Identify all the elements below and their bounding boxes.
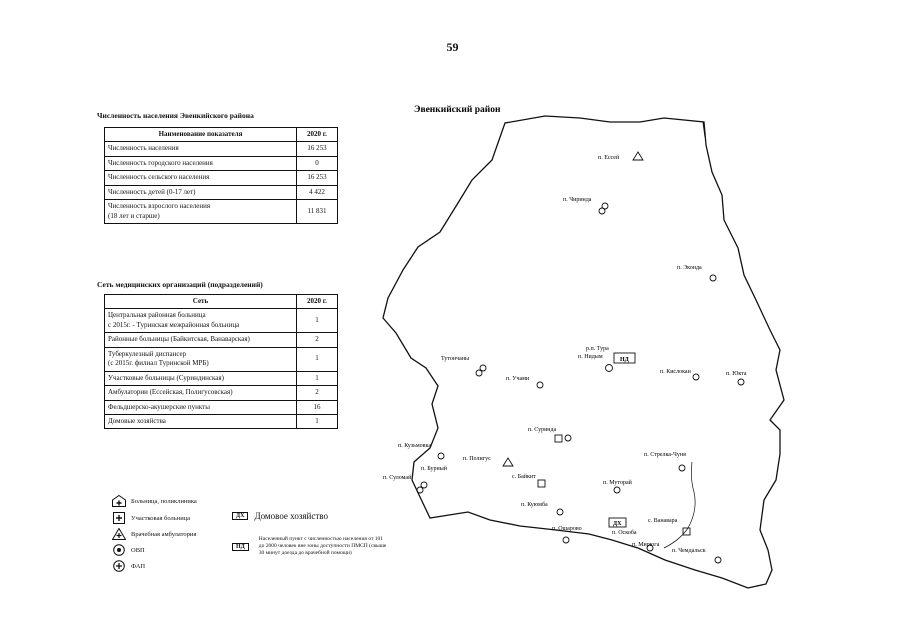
ovp-icon: [565, 435, 571, 441]
row-label-line2: (18 лет и старше): [108, 211, 160, 220]
hospital-icon: [606, 365, 613, 372]
settlement-label: с. Ванавара: [648, 518, 678, 524]
settlement-label: п. Оскоба: [612, 530, 637, 536]
row-label: Фельдшерско-акушерские пункты: [105, 400, 297, 414]
row-label: Численность населения: [105, 142, 297, 156]
row-label: Численность детей (0-17 лет): [105, 185, 297, 199]
settlement-label: п. Кузьмовка: [398, 443, 431, 449]
row-label: Домовые хозяйства: [105, 414, 297, 428]
ambulatory-icon: [503, 458, 513, 466]
settlement-label: п. Юкта: [726, 371, 747, 377]
row-label-line2: (с 2015г. филиал Туринской МРБ): [108, 359, 209, 368]
fap-icon: [557, 509, 563, 515]
ambulatory-icon: [633, 152, 643, 160]
row-value: 1: [297, 371, 338, 385]
medical-title: Сеть медицинских организаций (подразделений): [97, 280, 263, 289]
settlement-labels: [383, 154, 747, 554]
settlement-label: п. Куюмба: [521, 502, 548, 508]
legend-district-hospital-label: Участковая больница: [131, 514, 191, 522]
header-year: 2020 г.: [297, 128, 338, 142]
row-value: 16: [297, 400, 338, 414]
fap-icon: [480, 365, 486, 371]
row-label-line1: Численность взрослого населения: [108, 202, 211, 211]
settlement-label: п. Учами: [506, 376, 530, 382]
fap-icon: [693, 374, 699, 380]
fap-icon: [614, 487, 620, 493]
row-label-line1: Центральная районная больница: [108, 311, 206, 320]
row-value: 2: [297, 333, 338, 347]
hospital-icon: [538, 480, 545, 487]
district-hospital-icon: [555, 435, 562, 442]
legend-dh-label: Домовое хозяйство: [254, 511, 328, 521]
row-label-line1: Туберкулезный диспансер: [108, 349, 187, 358]
nd-marker-label: НД: [620, 357, 629, 363]
row-label: Численность городского населения: [105, 156, 297, 170]
row-value: 4 422: [297, 185, 338, 199]
settlement-label: п. Суринда: [528, 427, 557, 433]
settlement-label: п. Чиринда: [563, 197, 592, 203]
district-boundary: [383, 116, 784, 588]
river: [664, 462, 695, 548]
header-year: 2020 г.: [297, 295, 338, 309]
fap-icon: [421, 482, 427, 488]
settlement-label: п. Суломай: [383, 475, 412, 481]
fap-icon: [679, 465, 685, 471]
row-label: Численность сельского населения: [105, 171, 297, 185]
settlement-label: с. Байкит: [512, 474, 536, 480]
nd-marker-icon: НД: [232, 543, 249, 551]
dh-marker-label: ДХ: [613, 521, 622, 527]
legend-nd-label: Населенный пункт с численностью населения от 101 до 2000 человек вне зоны доступности ПМСП (свыше 30 минут доезда до врачебной помощи): [258, 536, 387, 557]
header-name: Сеть: [105, 295, 297, 309]
fap-icon: [710, 275, 716, 281]
settlement-label: Тутончаны: [441, 356, 470, 362]
row-label: Районные больницы (Байкитская, Ванаварская): [105, 333, 297, 347]
settlement-label: п. Ошарово: [552, 526, 582, 532]
settlement-label: п. Эконда: [677, 265, 702, 271]
row-label-line2: с 2015г. - Туринская межрайонная больница: [108, 320, 240, 329]
legend-fap-label: ФАП: [131, 562, 146, 570]
fap-icon: [537, 382, 543, 388]
settlement-label: п. Стрелка-Чуня: [644, 452, 686, 458]
row-value: 1: [297, 414, 338, 428]
legend-ambulatory-label: Врачебная амбулатория: [131, 530, 197, 538]
fap-icon: [438, 453, 444, 459]
row-label: Участковые больницы (Суриндинская): [105, 371, 297, 385]
settlement-label: п. Кислокан: [660, 369, 691, 375]
fap-icon: [476, 370, 482, 376]
row-value: 1: [297, 347, 338, 371]
page-number: 59: [446, 40, 459, 54]
row-value: 11 831: [297, 200, 338, 224]
row-value: 16 253: [297, 171, 338, 185]
settlement-label: п. Чемдальск: [672, 548, 706, 554]
settlement-label: р.п. Тура: [586, 346, 609, 352]
legend-ovp-label: ОВП: [131, 546, 145, 554]
settlement-label: п. Нидым: [578, 354, 603, 360]
dh-marker-icon: ДХ: [232, 512, 248, 520]
fap-icon: [563, 537, 569, 543]
settlement-label: п. Полигус: [463, 456, 491, 462]
fap-icon: [602, 203, 608, 209]
row-value: 0: [297, 156, 338, 170]
row-label: Амбулатории (Ессейская, Полигусовская): [105, 386, 297, 400]
settlement-label: п. Бурный: [421, 466, 447, 472]
row-value: 2: [297, 386, 338, 400]
row-value: 16 253: [297, 142, 338, 156]
row-value: 1: [297, 309, 338, 333]
header-name: Наименование показателя: [105, 128, 297, 142]
map-title: Эвенкийский район: [414, 105, 501, 115]
population-title: Численность населения Эвенкийского района: [97, 111, 254, 120]
fap-icon: [417, 487, 423, 493]
settlement-label: п. Ессей: [598, 155, 620, 161]
settlement-label: п. Мирюга: [632, 542, 660, 548]
legend-hospital-label: Больница, поликлиника: [131, 497, 197, 505]
hospital-icon: [683, 528, 690, 535]
fap-icon: [738, 379, 744, 385]
settlement-label: п. Муторай: [603, 480, 632, 486]
fap-icon: [715, 557, 721, 563]
